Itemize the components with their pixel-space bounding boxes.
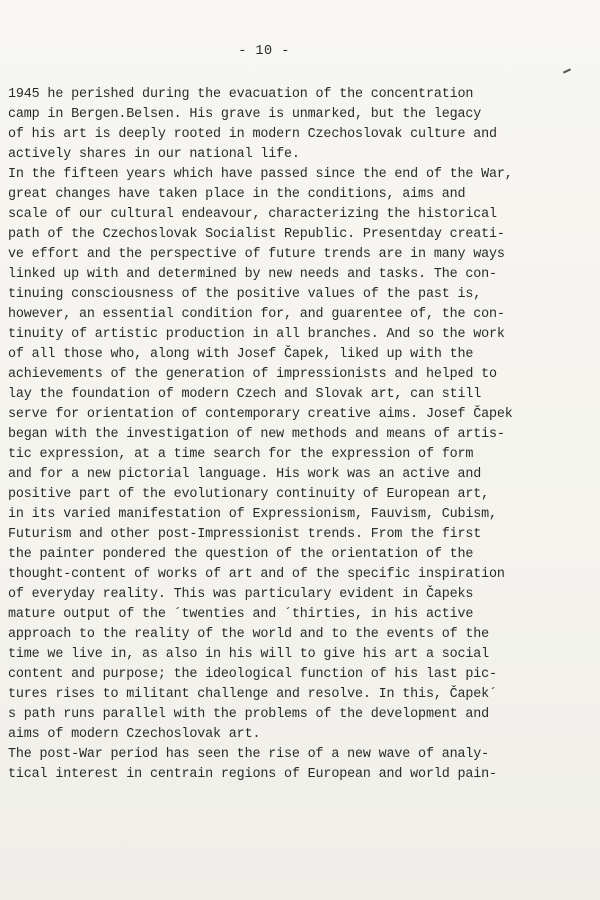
text-line: In the fifteen years which have passed since the end of the War, — [8, 167, 513, 182]
text-line: tic expression, at a time search for the expression of form — [8, 447, 474, 462]
text-line: content and purpose; the ideological function of his last pic- — [8, 667, 497, 682]
text-line: tinuity of artistic production in all branches. And so the work — [8, 327, 505, 342]
text-line: of his art is deeply rooted in modern Czechoslovak culture and — [8, 127, 497, 142]
text-line: positive part of the evolutionary continuity of European art, — [8, 487, 490, 502]
text-line: of all those who, along with Josef Čapek, liked up with the — [8, 347, 474, 362]
text-line: however, an essential condition for, and guarentee of, the con- — [8, 307, 505, 322]
text-line: scale of our cultural endeavour, characterizing the historical — [8, 207, 497, 222]
text-line: tures rises to militant challenge and resolve. In this, Čapek´ — [8, 687, 497, 702]
body-text — [8, 85, 568, 785]
text-line: in its varied manifestation of Expressionism, Fauvism, Cubism, — [8, 507, 497, 522]
text-line: approach to the reality of the world and to the events of the — [8, 627, 490, 642]
text-line: actively shares in our national life. — [8, 147, 300, 162]
text-line: the painter pondered the question of the orientation of the — [8, 547, 474, 562]
text-line: aims of modern Czechoslovak art. — [8, 727, 261, 742]
text-line: began with the investigation of new methods and means of artis- — [8, 427, 505, 442]
text-line: linked up with and determined by new needs and tasks. The con- — [8, 267, 497, 282]
text-line: tical interest in centrain regions of European and world pain- — [8, 767, 497, 782]
text-line: path of the Czechoslovak Socialist Republic. Presentday creati- — [8, 227, 505, 242]
text-line: of everyday reality. This was particulary evident in Čapeks — [8, 587, 474, 602]
pen-mark — [563, 68, 571, 73]
text-line: lay the foundation of modern Czech and Slovak art, can still — [8, 387, 482, 402]
text-line: tinuing consciousness of the positive values of the past is, — [8, 287, 482, 302]
text-line: achievements of the generation of impressionists and helped to — [8, 367, 497, 382]
text-line: mature output of the ´twenties and ´thirties, in his active — [8, 607, 474, 622]
text-line: thought-content of works of art and of the specific inspiration — [8, 567, 505, 582]
text-line: camp in Bergen.Belsen. His grave is unmarked, but the legacy — [8, 107, 482, 122]
text-line: s path runs parallel with the problems of the development and — [8, 707, 490, 722]
text-line: and for a new pictorial language. His work was an active and — [8, 467, 482, 482]
text-line: great changes have taken place in the conditions, aims and — [8, 187, 466, 202]
page-number: - 10 - — [238, 44, 290, 59]
text-line: ve effort and the perspective of future trends are in many ways — [8, 247, 505, 262]
text-line: time we live in, as also in his will to give his art a social — [8, 647, 490, 662]
text-line: Futurism and other post-Impressionist trends. From the first — [8, 527, 482, 542]
text-line: serve for orientation of contemporary creative aims. Josef Čapek — [8, 407, 513, 422]
text-line: 1945 he perished during the evacuation of the concentration — [8, 87, 474, 102]
text-line: The post-War period has seen the rise of a new wave of analy- — [8, 747, 490, 762]
